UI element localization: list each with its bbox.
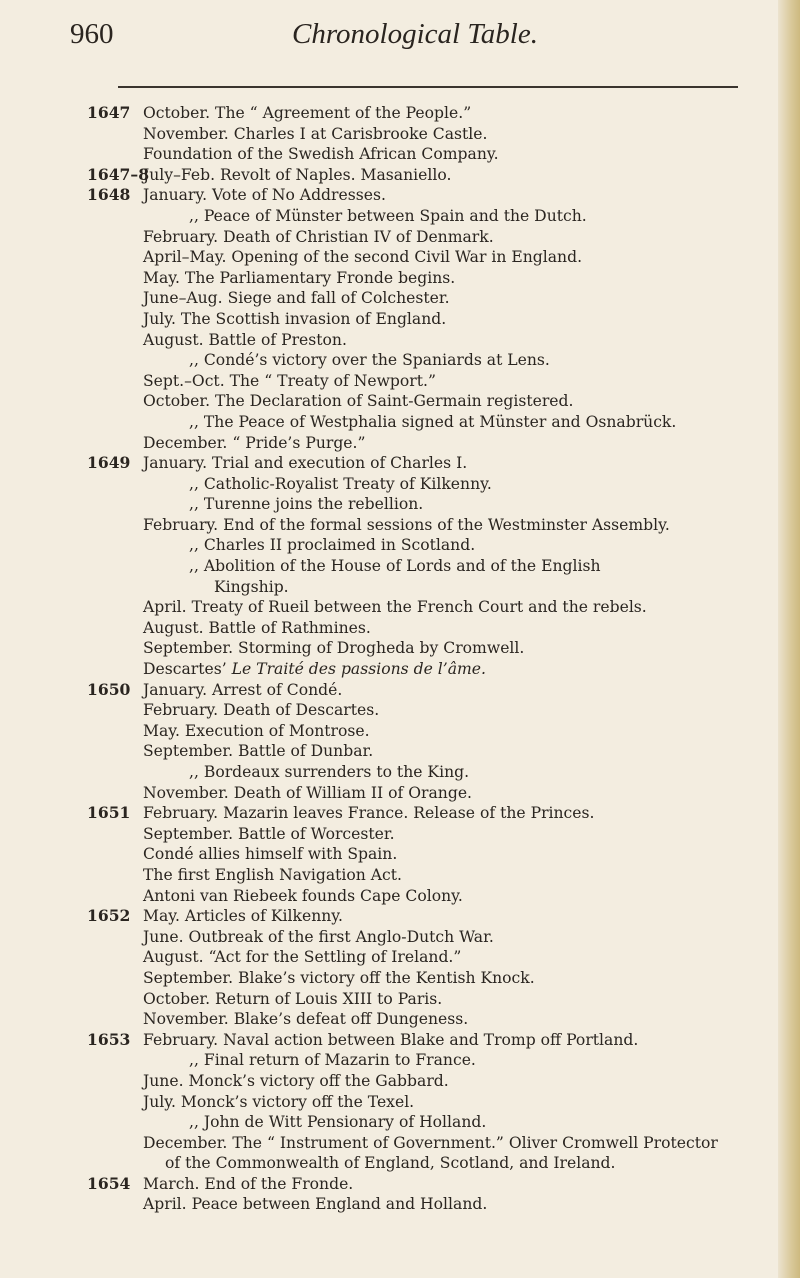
entry-text xyxy=(143,227,790,248)
entry-text-main: September. Blake’s victory off the Kentish Knock. xyxy=(143,968,535,987)
entry-text-main: July. Monck’s victory off the Texel. xyxy=(143,1092,415,1111)
chronology-entry xyxy=(0,350,790,371)
chronology-entry xyxy=(0,1009,790,1030)
entry-text-main: ,, Final return of Mazarin to France. xyxy=(189,1051,476,1070)
entry-text xyxy=(143,741,790,762)
entry-year: 1649 xyxy=(87,453,131,473)
chronology-entry xyxy=(0,268,790,289)
entry-text-main: February. Death of Descartes. xyxy=(143,701,380,720)
chronology-entry xyxy=(0,185,790,206)
entry-text-main: January. Vote of No Addresses. xyxy=(143,186,386,205)
entry-text-main: Condé allies himself with Spain. xyxy=(143,845,398,864)
entry-text-main: ,, Turenne joins the rebellion. xyxy=(189,495,424,514)
entry-continuation-text: Kingship. xyxy=(214,577,289,596)
chronology-entry xyxy=(0,103,790,124)
entry-text-main: January. Trial and execution of Charles I. xyxy=(143,454,468,473)
entry-text-main: ,, Charles II proclaimed in Scotland. xyxy=(189,536,476,555)
chronology-entry xyxy=(0,1174,790,1195)
entry-text-main: ,, Abolition of the House of Lords and of the English xyxy=(189,557,601,576)
chronology-entry xyxy=(0,680,790,701)
entry-text xyxy=(143,968,790,989)
chronology-entry xyxy=(0,1071,790,1092)
entry-text-main: September. Battle of Dunbar. xyxy=(143,742,374,761)
chronology-entry xyxy=(0,206,790,227)
entry-text-main: Foundation of the Swedish African Company. xyxy=(143,145,499,164)
chronology-entry xyxy=(0,165,790,186)
entry-text-main: November. Death of William II of Orange. xyxy=(143,783,473,802)
entry-text xyxy=(143,597,790,618)
entry-text-main: May. The Parliamentary Fronde begins. xyxy=(143,268,456,287)
entry-text xyxy=(143,886,790,907)
chronology-entry xyxy=(0,433,790,454)
entry-text-main: Descartes’ xyxy=(143,660,232,679)
chronology-entry xyxy=(0,247,790,268)
entry-text xyxy=(143,1071,790,1092)
entry-text xyxy=(189,1050,790,1071)
chronology-entry xyxy=(0,474,790,495)
entry-text xyxy=(143,783,790,804)
entry-text xyxy=(143,638,790,659)
chronology-entry xyxy=(0,1050,790,1071)
chronology-entry xyxy=(0,741,790,762)
entry-text xyxy=(143,1030,790,1051)
entry-text-main: December. “ Pride’s Purge.” xyxy=(143,433,366,452)
chronology-entry xyxy=(0,618,790,639)
entry-text-main: August. “Act for the Settling of Ireland.” xyxy=(143,948,462,967)
chronology-entry xyxy=(0,1092,790,1113)
entry-text xyxy=(143,433,790,454)
entry-text xyxy=(143,247,790,268)
chronology-entry xyxy=(0,227,790,248)
entry-italic-title: Le Traité des passions de l’âme. xyxy=(231,660,486,679)
entry-text-main: February. Naval action between Blake and Tromp off Portland. xyxy=(143,1030,639,1049)
chronology-entry xyxy=(0,1194,790,1215)
entry-text-main: July. The Scottish invasion of England. xyxy=(143,309,447,328)
chronology-entry xyxy=(0,515,790,536)
entry-text xyxy=(143,865,790,886)
entry-text xyxy=(143,803,790,824)
chronology-entry xyxy=(0,989,790,1010)
entry-text xyxy=(143,1092,790,1113)
entry-text xyxy=(189,412,790,433)
entry-text-main: ,, John de Witt Pensionary of Holland. xyxy=(189,1113,487,1132)
entry-text-main: June. Monck’s victory off the Gabbard. xyxy=(143,1071,449,1090)
entry-text xyxy=(143,371,790,392)
entry-text-main: March. End of the Fronde. xyxy=(143,1174,354,1193)
chronology-entry xyxy=(0,1112,790,1133)
entry-text-main: ,, Catholic-Royalist Treaty of Kilkenny. xyxy=(189,474,492,493)
chronology-entry xyxy=(0,865,790,886)
chronology-entry xyxy=(0,330,790,351)
entry-text xyxy=(143,844,790,865)
entry-text xyxy=(143,659,790,680)
entry-text-main: October. The Declaration of Saint-Germain registered. xyxy=(143,392,574,411)
chronology-entry xyxy=(0,494,790,515)
entry-text-main: August. Battle of Preston. xyxy=(143,330,347,349)
entry-text xyxy=(143,453,790,474)
entry-text-main: November. Blake’s defeat off Dungeness. xyxy=(143,1010,469,1029)
entry-text xyxy=(143,391,790,412)
chronology-entries xyxy=(0,103,790,1215)
entry-text xyxy=(143,144,790,165)
chronology-entry xyxy=(0,1030,790,1051)
entry-text-main: Antoni van Riebeek founds Cape Colony. xyxy=(143,886,463,905)
entry-year: 1647–8 xyxy=(87,164,150,184)
entry-text-main: April. Treaty of Rueil between the French Court and the rebels. xyxy=(143,598,647,617)
chronology-entry xyxy=(0,803,790,824)
entry-text xyxy=(189,1112,790,1133)
entry-text-main: October. Return of Louis XIII to Paris. xyxy=(143,989,443,1008)
chronology-entry xyxy=(0,721,790,742)
entry-continuation-text: of the Commonwealth of England, Scotland, and Ireland. xyxy=(165,1154,616,1173)
chronology-entry xyxy=(0,371,790,392)
entry-text-main: May. Execution of Montrose. xyxy=(143,721,370,740)
chronology-entry xyxy=(0,453,790,474)
entry-text xyxy=(189,535,790,556)
entry-text xyxy=(189,350,790,371)
entry-text xyxy=(189,762,790,783)
entry-text xyxy=(143,1009,790,1030)
chronology-entry xyxy=(0,968,790,989)
entry-text xyxy=(143,185,790,206)
entry-text xyxy=(143,268,790,289)
entry-year: 1653 xyxy=(87,1029,131,1049)
chronology-entry xyxy=(0,700,790,721)
entry-text xyxy=(143,1133,790,1154)
entry-text-main: February. Death of Christian IV of Denmark. xyxy=(143,227,494,246)
entry-text xyxy=(143,927,790,948)
entry-year: 1654 xyxy=(87,1173,131,1193)
entry-year: 1652 xyxy=(87,906,131,926)
entry-text-main: April. Peace between England and Holland. xyxy=(143,1195,488,1214)
entry-text xyxy=(143,947,790,968)
entry-text-main: June. Outbreak of the first Anglo-Dutch War. xyxy=(143,927,494,946)
page-header xyxy=(70,18,760,78)
chronology-entry xyxy=(0,556,790,577)
entry-text xyxy=(189,556,790,577)
entry-text xyxy=(143,700,790,721)
chronology-entry xyxy=(0,391,790,412)
entry-text-main: June–Aug. Siege and fall of Colchester. xyxy=(143,289,450,308)
chronology-entry xyxy=(0,824,790,845)
entry-year: 1648 xyxy=(87,185,131,205)
entry-text-main: December. The “ Instrument of Government.” Oliver Cromwell Protector xyxy=(143,1133,718,1152)
entry-text xyxy=(143,824,790,845)
entry-text xyxy=(143,103,790,124)
chronology-entry xyxy=(0,906,790,927)
entry-text xyxy=(189,474,790,495)
chronology-entry xyxy=(0,638,790,659)
chronology-entry xyxy=(0,659,790,680)
entry-year: 1650 xyxy=(87,679,131,699)
entry-text-main: September. Battle of Worcester. xyxy=(143,824,395,843)
entry-text xyxy=(189,494,790,515)
chronology-entry xyxy=(0,412,790,433)
chronology-entry xyxy=(0,886,790,907)
entry-text xyxy=(143,330,790,351)
entry-text xyxy=(143,1194,790,1215)
entry-text xyxy=(143,515,790,536)
entry-text-main: ,, Peace of Münster between Spain and the Dutch. xyxy=(189,206,587,225)
entry-text xyxy=(143,680,790,701)
entry-text-main: ,, The Peace of Westphalia signed at Münster and Osnabrück. xyxy=(189,412,677,431)
entry-text-main: February. End of the formal sessions of the Westminster Assembly. xyxy=(143,515,670,534)
entry-text-main: February. Mazarin leaves France. Release of the Princes. xyxy=(143,804,595,823)
chronology-entry xyxy=(0,844,790,865)
entry-text-main: Sept.–Oct. The “ Treaty of Newport.” xyxy=(143,371,436,390)
entry-text-main: January. Arrest of Condé. xyxy=(143,680,343,699)
chronology-entry xyxy=(0,535,790,556)
chronology-entry xyxy=(0,597,790,618)
chronology-entry xyxy=(0,762,790,783)
entry-text xyxy=(143,618,790,639)
entry-text-main: ,, Condé’s victory over the Spaniards at Lens. xyxy=(189,351,550,370)
entry-text xyxy=(143,288,790,309)
entry-text-main: ,, Bordeaux surrenders to the King. xyxy=(189,763,470,781)
entry-year: 1651 xyxy=(87,803,131,823)
entry-text-main: September. Storming of Drogheda by Cromwell. xyxy=(143,639,525,658)
entry-text-main: October. The “ Agreement of the People.” xyxy=(143,104,472,122)
chronology-entry xyxy=(0,927,790,948)
chronology-entry xyxy=(0,1133,790,1154)
entry-text xyxy=(143,1174,790,1195)
chronology-entry-continuation xyxy=(0,577,790,598)
header-rule xyxy=(118,86,738,88)
entry-text-main: July–Feb. Revolt of Naples. Masaniello. xyxy=(143,165,452,184)
entry-year: 1647 xyxy=(87,103,131,122)
chronology-entry xyxy=(0,947,790,968)
entry-text xyxy=(189,206,790,227)
chronology-entry xyxy=(0,144,790,165)
entry-text xyxy=(143,721,790,742)
running-title: Chronological Table. xyxy=(292,18,538,50)
entry-text-main: The first English Navigation Act. xyxy=(143,865,402,884)
chronology-entry-continuation xyxy=(0,1153,790,1174)
chronology-entry xyxy=(0,309,790,330)
chronology-entry xyxy=(0,288,790,309)
page-number: 960 xyxy=(70,18,114,50)
entry-text-main: April–May. Opening of the second Civil War in England. xyxy=(143,248,583,267)
entry-text-main: August. Battle of Rathmines. xyxy=(143,618,371,637)
entry-text xyxy=(143,309,790,330)
entry-text xyxy=(143,165,790,186)
entry-text xyxy=(143,124,790,145)
entry-text-main: May. Articles of Kilkenny. xyxy=(143,907,343,926)
entry-text-main: November. Charles I at Carisbrooke Castle. xyxy=(143,124,488,143)
chronology-entry xyxy=(0,783,790,804)
entry-text xyxy=(143,906,790,927)
chronology-entry xyxy=(0,124,790,145)
entry-text xyxy=(143,989,790,1010)
